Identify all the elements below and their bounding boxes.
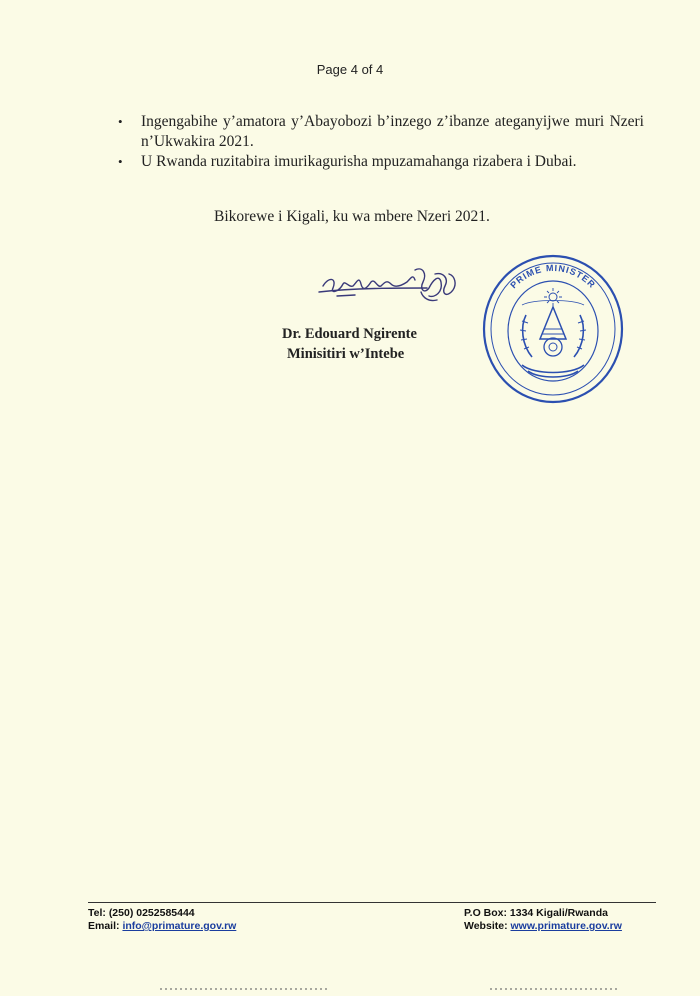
seal-label: PRIME MINISTER [508,262,598,291]
prime-minister-seal [482,253,624,405]
signer-title: Minisitiri w’Intebe [287,346,405,362]
footer-pobox: P.O Box: 1334 Kigali/Rwanda [464,907,608,919]
signer-block [282,324,417,364]
signer-name: Dr. Edouard Ngirente [282,326,417,342]
handwritten-signature [315,262,465,312]
footer-contact-right [464,907,622,933]
bullet-icon: • [118,154,123,169]
scan-artifact [160,986,620,992]
footer-email: Email: info@primature.gov.rw [88,920,237,932]
footer-divider [88,902,656,903]
page-number: Page 4 of 4 [316,62,384,77]
website-link[interactable]: www.primature.gov.rw [510,920,622,932]
footer-tel: Tel: (250) 0252585444 [88,907,195,919]
bullet-item [118,112,644,152]
footer-contact-left [88,907,236,933]
email-link[interactable]: info@primature.gov.rw [122,920,237,932]
bullet-text: Ingengabihe y’amatora y’Abayobozi b’inzego z’ibanze ateganyijwe muri Nzeri n’Ukwakira 2021. [141,113,644,150]
bullet-text: U Rwanda ruzitabira imurikagurisha mpuzamahanga rizabera i Dubai. [141,153,577,170]
bullet-icon: • [118,114,123,129]
place-date: Bikorewe i Kigali, ku wa mbere Nzeri 2021. [214,208,490,225]
bullet-item [118,152,644,172]
bullet-list [118,112,644,172]
footer-website: Website: www.primature.gov.rw [464,920,622,932]
svg-text:PRIME MINISTER [508,263,597,290]
